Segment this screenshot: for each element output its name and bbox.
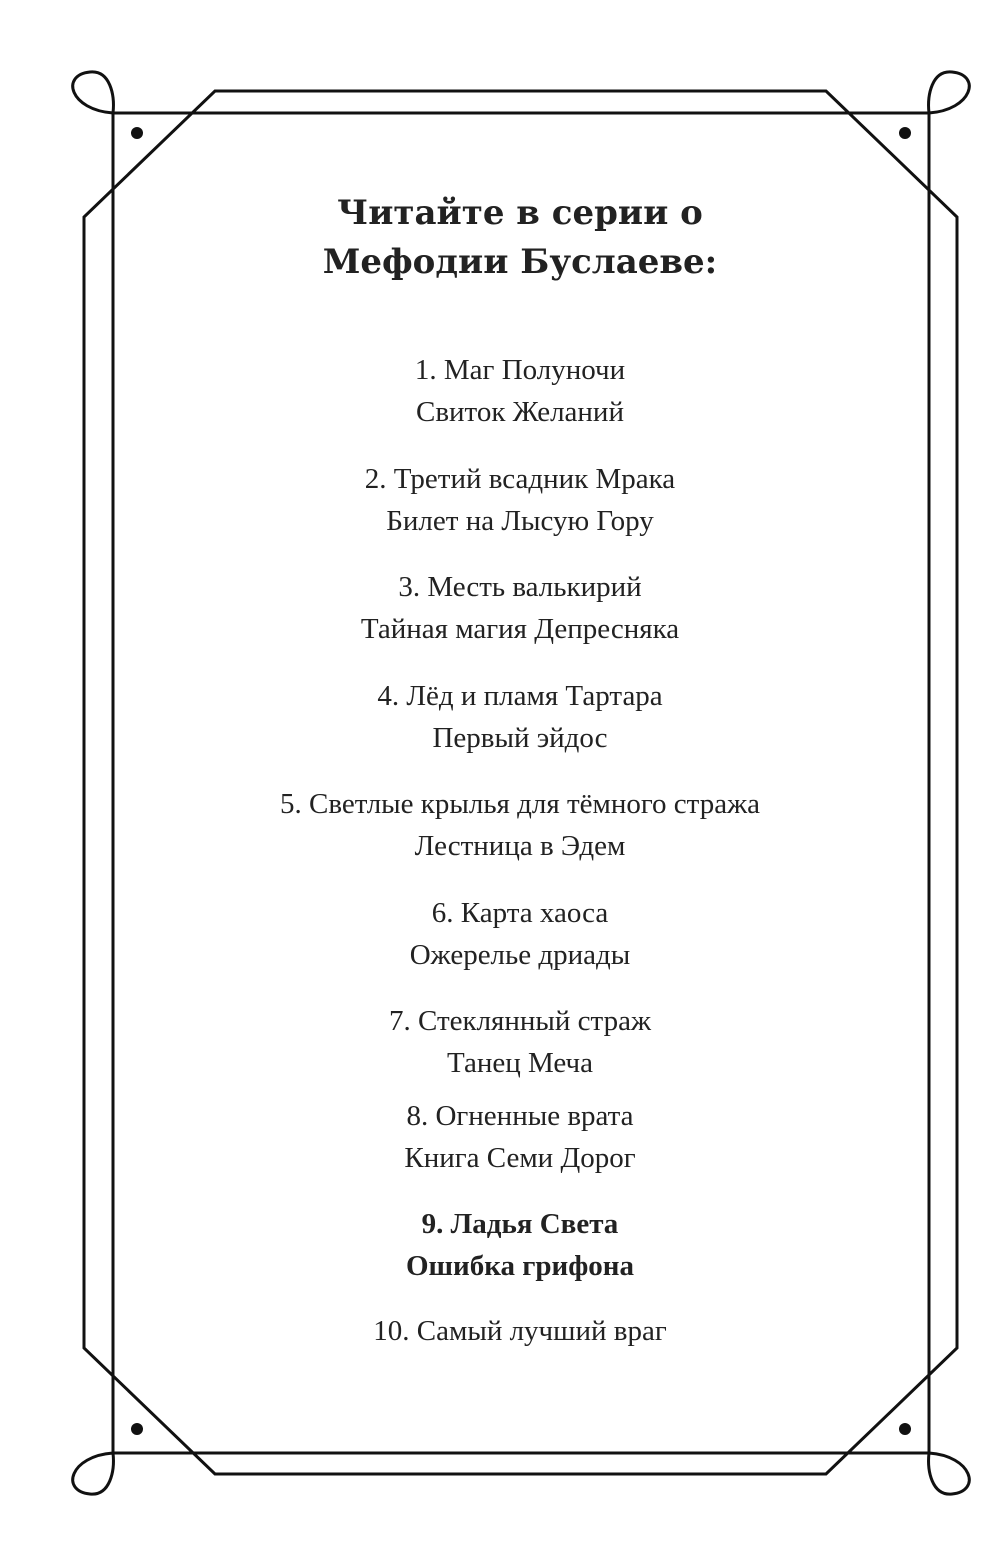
series-heading-line-2: Мефодии Буслаеве: — [322, 242, 718, 282]
book-entry-3-title: 3. Месть валькирий — [398, 571, 642, 603]
book-entry-4-subtitle: Первый эйдос — [432, 722, 608, 754]
book-entry-9-subtitle: Ошибка грифона — [405, 1250, 635, 1282]
book-entry-5-subtitle: Лестница в Эдем — [414, 830, 626, 862]
series-heading-line-1: Читайте в серии о — [337, 193, 703, 233]
book-entry-10-title: 10. Самый лучший враг — [373, 1315, 667, 1347]
book-entry-8-subtitle: Книга Семи Дорог — [404, 1142, 636, 1174]
book-entry-8-title: 8. Огненные врата — [406, 1100, 634, 1132]
book-entry-1-title: 1. Маг Полуночи — [414, 354, 626, 386]
book-entry-5-title: 5. Светлые крылья для тёмного стража — [280, 788, 760, 820]
book-entry-4-title: 4. Лёд и пламя Тартара — [377, 680, 663, 712]
book-entry-6-subtitle: Ожерелье дриады — [409, 939, 631, 971]
book-entry-2-subtitle: Билет на Лысую Гору — [386, 505, 654, 537]
book-entry-7-title: 7. Стеклянный страж — [388, 1005, 651, 1037]
book-entry-3-subtitle: Тайная магия Депресняка — [360, 613, 680, 645]
book-entry-9-title: 9. Ладья Света — [421, 1208, 619, 1240]
book-entry-1-subtitle: Свиток Желаний — [416, 396, 624, 428]
book-entry-2-title: 2. Третий всадник Мрака — [364, 463, 676, 495]
book-entry-7-subtitle: Танец Меча — [446, 1047, 594, 1079]
book-entry-6-title: 6. Карта хаоса — [431, 897, 609, 929]
